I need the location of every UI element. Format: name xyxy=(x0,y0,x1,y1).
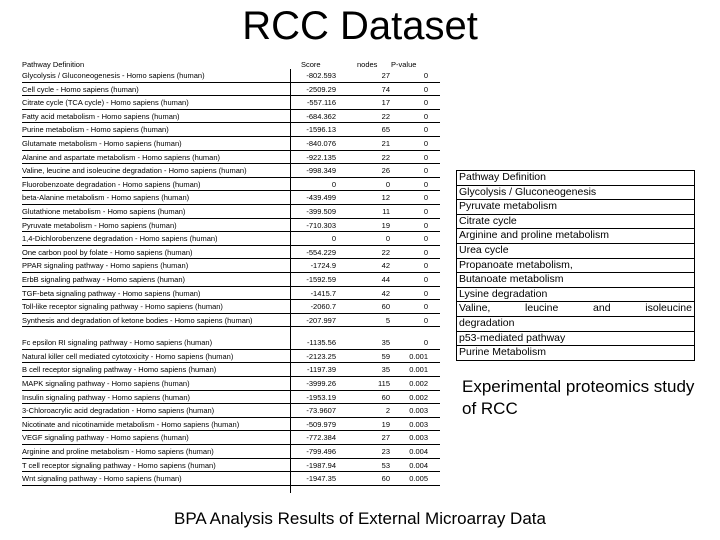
cell-p-value: 0 xyxy=(423,302,428,312)
cell-score: -710.303 xyxy=(306,220,336,230)
cell-score: -802.593 xyxy=(306,71,336,80)
cell-score: 0 xyxy=(331,234,336,244)
pathway-definition-box xyxy=(456,170,695,361)
cell-definition: Insulin signaling pathway - Homo sapiens (human) xyxy=(22,392,191,402)
cell-nodes: 42 xyxy=(381,288,390,298)
table-row xyxy=(22,69,440,83)
table-row xyxy=(22,404,440,418)
cell-score: -399.509 xyxy=(306,206,336,216)
cell-nodes: 0 xyxy=(385,234,390,244)
column-divider xyxy=(290,69,291,493)
cell-score: -922.135 xyxy=(306,152,336,162)
pathway-box-item: Citrate cycle xyxy=(457,215,694,230)
cell-definition: Glutathione metabolism - Homo sapiens (human) xyxy=(22,206,186,216)
table-row xyxy=(22,137,440,151)
table-row xyxy=(22,391,440,405)
cell-definition: beta-Alanine metabolism - Homo sapiens (human) xyxy=(22,193,190,203)
cell-nodes: 42 xyxy=(381,261,390,271)
cell-definition: ErbB signaling pathway - Homo sapiens (human) xyxy=(22,274,185,284)
cell-score: -439.499 xyxy=(306,193,336,203)
cell-p-value: 0 xyxy=(423,338,428,348)
cell-p-value: 0 xyxy=(423,152,428,162)
cell-score: -1135.56 xyxy=(306,338,336,348)
pathway-box-item: Pyruvate metabolism xyxy=(457,200,694,215)
side-note: Experimental proteomics study of RCC xyxy=(462,377,695,418)
cell-nodes: 35 xyxy=(381,365,390,375)
cell-nodes: 17 xyxy=(381,98,390,108)
cell-definition: 3-Chloroacrylic acid degradation - Homo sapiens (human) xyxy=(22,406,215,416)
cell-definition: Fluorobenzoate degradation - Homo sapiens (human) xyxy=(22,179,201,189)
cell-p-value: 0.005 xyxy=(409,474,428,484)
row-divider xyxy=(22,485,440,486)
cell-p-value: 0.001 xyxy=(409,351,428,361)
cell-p-value: 0 xyxy=(423,315,428,325)
cell-score: -1596.13 xyxy=(306,125,336,135)
pathway-box-item: Purine Metabolism xyxy=(459,346,546,359)
table-body xyxy=(22,69,440,486)
row-divider xyxy=(22,326,440,327)
table-row xyxy=(22,336,440,350)
header-definition: Pathway Definition xyxy=(22,60,85,69)
pathway-box-item: Lysine degradation xyxy=(457,288,694,303)
table-row xyxy=(22,219,440,233)
table-row xyxy=(22,96,440,110)
table-row xyxy=(22,431,440,445)
cell-nodes: 60 xyxy=(381,392,390,402)
pathway-box-item: Glycolysis / Gluconeogenesis xyxy=(457,186,694,201)
cell-score: -1953.19 xyxy=(306,392,336,402)
cell-p-value: 0 xyxy=(423,206,428,216)
cell-nodes: 27 xyxy=(381,71,390,80)
header-score: Score xyxy=(301,60,321,69)
cell-nodes: 22 xyxy=(381,111,390,121)
cell-definition: Valine, leucine and isoleucine degradation - Homo sapiens (human) xyxy=(22,166,247,176)
cell-p-value: 0.004 xyxy=(409,460,428,470)
cell-nodes: 0 xyxy=(385,179,390,189)
cell-nodes: 22 xyxy=(381,152,390,162)
cell-score: -207.997 xyxy=(306,315,336,325)
slide-title: RCC Dataset xyxy=(242,4,478,48)
cell-p-value: 0 xyxy=(423,234,428,244)
cell-p-value: 0 xyxy=(423,125,428,135)
table-row xyxy=(22,377,440,391)
pathway-box-item: Propanoate metabolism, xyxy=(457,259,694,274)
cell-score: -1197.39 xyxy=(306,365,336,375)
cell-nodes: 21 xyxy=(381,138,390,148)
table-row xyxy=(22,472,440,486)
cell-score: -2060.7 xyxy=(310,302,336,312)
table-row xyxy=(22,191,440,205)
pathway-box-item: Urea cycle xyxy=(457,244,694,259)
cell-nodes: 19 xyxy=(381,419,390,429)
cell-p-value: 0 xyxy=(423,166,428,176)
cell-definition: T cell receptor signaling pathway - Homo sapiens (human) xyxy=(22,460,216,470)
table-row xyxy=(22,459,440,473)
cell-definition: 1,4-Dichlorobenzene degradation - Homo sapiens (human) xyxy=(22,234,218,244)
cell-p-value: 0 xyxy=(423,98,428,108)
table-row xyxy=(22,287,440,301)
cell-nodes: 59 xyxy=(381,351,390,361)
header-nodes: nodes xyxy=(357,60,378,69)
cell-nodes: 26 xyxy=(381,166,390,176)
cell-score: -509.979 xyxy=(306,419,336,429)
pathway-box-item: Butanoate metabolism xyxy=(457,273,694,288)
cell-nodes: 115 xyxy=(378,379,390,389)
table-row xyxy=(22,151,440,165)
cell-p-value: 0 xyxy=(423,84,428,94)
pathway-box-title: Pathway Definition xyxy=(457,171,694,186)
cell-p-value: 0 xyxy=(423,71,428,80)
cell-score: -1724.9 xyxy=(310,261,336,271)
cell-score: -1947.35 xyxy=(306,474,336,484)
cell-score: -2509.29 xyxy=(306,84,336,94)
cell-score: -772.384 xyxy=(306,433,336,443)
pathway-results-table xyxy=(22,58,440,486)
table-row xyxy=(22,123,440,137)
cell-score: -557.116 xyxy=(306,98,336,108)
cell-nodes: 12 xyxy=(381,193,390,203)
table-row xyxy=(22,418,440,432)
cell-p-value: 0 xyxy=(423,193,428,203)
cell-nodes: 2 xyxy=(385,406,390,416)
cell-nodes: 27 xyxy=(381,433,390,443)
cell-nodes: 44 xyxy=(381,274,390,284)
table-row xyxy=(22,110,440,124)
pathway-box-item: Arginine and proline metabolism xyxy=(457,229,694,244)
cell-definition: Fatty acid metabolism - Homo sapiens (human) xyxy=(22,111,180,121)
cell-score: -1592.59 xyxy=(306,274,336,284)
cell-nodes: 65 xyxy=(381,125,390,135)
cell-score: -554.229 xyxy=(306,247,336,257)
cell-p-value: 0 xyxy=(423,138,428,148)
cell-definition: Wnt signaling pathway - Homo sapiens (human) xyxy=(22,474,182,484)
cell-p-value: 0.003 xyxy=(409,419,428,429)
cell-p-value: 0.001 xyxy=(409,365,428,375)
cell-definition: One carbon pool by folate - Homo sapiens (human) xyxy=(22,247,193,257)
table-row xyxy=(22,363,440,377)
table-header xyxy=(22,58,440,69)
cell-definition: Glutamate metabolism - Homo sapiens (human) xyxy=(22,138,182,148)
table-row xyxy=(22,273,440,287)
cell-p-value: 0 xyxy=(423,179,428,189)
cell-definition: Cell cycle - Homo sapiens (human) xyxy=(22,84,139,94)
cell-p-value: 0 xyxy=(423,111,428,121)
cell-nodes: 22 xyxy=(381,247,390,257)
cell-score: -1415.7 xyxy=(310,288,336,298)
cell-definition: MAPK signaling pathway - Homo sapiens (human) xyxy=(22,379,190,389)
cell-definition: Synthesis and degradation of ketone bodies - Homo sapiens (human) xyxy=(22,315,253,325)
cell-score: -799.496 xyxy=(306,447,336,457)
cell-p-value: 0 xyxy=(423,274,428,284)
cell-score: -840.076 xyxy=(306,138,336,148)
cell-definition: Purine metabolism - Homo sapiens (human) xyxy=(22,125,169,135)
cell-definition: Glycolysis / Gluconeogenesis - Homo sapiens (human) xyxy=(22,71,205,80)
cell-definition: Pyruvate metabolism - Homo sapiens (human) xyxy=(22,220,177,230)
cell-p-value: 0.004 xyxy=(409,447,428,457)
cell-p-value: 0.002 xyxy=(409,379,428,389)
table-row xyxy=(22,246,440,260)
cell-nodes: 60 xyxy=(381,474,390,484)
cell-p-value: 0 xyxy=(423,261,428,271)
table-row xyxy=(22,350,440,364)
table-row xyxy=(22,232,440,246)
cell-definition: Natural killer cell mediated cytotoxicity - Homo sapiens (human) xyxy=(22,351,234,361)
cell-score: -2123.25 xyxy=(306,351,336,361)
cell-p-value: 0 xyxy=(423,247,428,257)
cell-nodes: 11 xyxy=(382,206,390,216)
cell-nodes: 19 xyxy=(381,220,390,230)
cell-score: 0 xyxy=(331,179,336,189)
cell-nodes: 35 xyxy=(381,338,390,348)
footer-caption: BPA Analysis Results of External Microarray Data xyxy=(174,509,546,528)
table-row xyxy=(22,300,440,314)
cell-nodes: 74 xyxy=(381,84,390,94)
table-row xyxy=(22,178,440,192)
cell-p-value: 0.003 xyxy=(409,433,428,443)
pathway-box-item: Valine, leucine and isoleucine xyxy=(457,302,694,317)
cell-definition: VEGF signaling pathway - Homo sapiens (human) xyxy=(22,433,189,443)
table-row xyxy=(22,314,440,328)
cell-nodes: 60 xyxy=(381,302,390,312)
cell-definition: Nicotinate and nicotinamide metabolism - Homo sapiens (human) xyxy=(22,419,240,429)
table-row xyxy=(22,259,440,273)
cell-score: -73.9607 xyxy=(306,406,336,416)
cell-nodes: 23 xyxy=(381,447,390,457)
cell-p-value: 0.002 xyxy=(409,392,428,402)
cell-definition: Fc epsilon RI signaling pathway - Homo sapiens (human) xyxy=(22,338,213,348)
cell-p-value: 0 xyxy=(423,288,428,298)
cell-score: -998.349 xyxy=(306,166,336,176)
cell-score: -1987.94 xyxy=(306,460,336,470)
cell-nodes: 5 xyxy=(385,315,390,325)
table-row xyxy=(22,83,440,97)
cell-definition: PPAR signaling pathway - Homo sapiens (human) xyxy=(22,261,189,271)
cell-definition: TGF-beta signaling pathway - Homo sapiens (human) xyxy=(22,288,201,298)
pathway-box-item: degradation xyxy=(457,317,694,332)
cell-definition: Arginine and proline metabolism - Homo sapiens (human) xyxy=(22,447,214,457)
cell-p-value: 0.003 xyxy=(409,406,428,416)
cell-definition: Toll-like receptor signaling pathway - Homo sapiens (human) xyxy=(22,302,223,312)
table-row xyxy=(22,205,440,219)
cell-p-value: 0 xyxy=(423,220,428,230)
pathway-box-item: p53-mediated pathway xyxy=(457,332,694,347)
cell-score: -684.362 xyxy=(306,111,336,121)
table-row xyxy=(22,164,440,178)
pathway-box-list xyxy=(457,186,694,360)
cell-definition: Citrate cycle (TCA cycle) - Homo sapiens (human) xyxy=(22,98,189,108)
cell-score: -3999.26 xyxy=(306,379,336,389)
header-p-value: P-value xyxy=(391,60,417,69)
table-row xyxy=(22,445,440,459)
cell-definition: Alanine and aspartate metabolism - Homo sapiens (human) xyxy=(22,152,221,162)
cell-definition: B cell receptor signaling pathway - Homo sapiens (human) xyxy=(22,365,217,375)
cell-nodes: 53 xyxy=(381,460,390,470)
